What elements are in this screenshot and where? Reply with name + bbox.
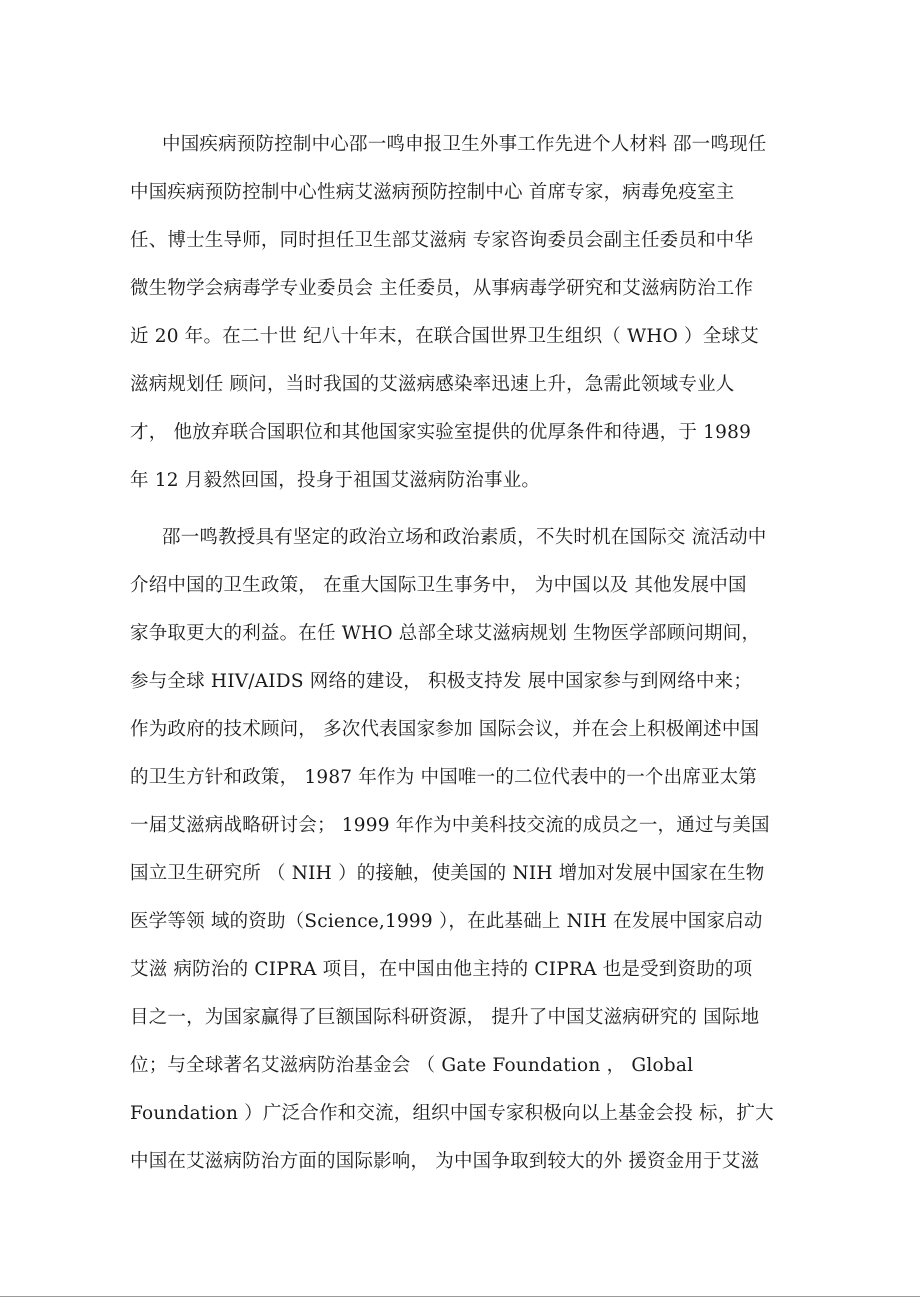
paragraph-2-line-2: 介绍中国的卫生政策， 在重大国际卫生事务中， 为中国以及 其他发展中国 (130, 575, 747, 596)
paragraph-1-line-2: 中国疾病预防控制中心性病艾滋病预防控制中心 首席专家，病毒免疫室主 (130, 182, 735, 203)
paragraph-2-line-5: 作为政府的技术顾问， 多次代表国家参加 国际会议，并在会上积极阐述中国 (130, 719, 760, 740)
paragraph-1-line-5: 近 20 年。在二十世 纪八十年末，在联合国世界卫生组织（ WHO ）全球艾 (130, 326, 759, 347)
paragraph-2-line-1: 邵一鸣教授具有坚定的政治立场和政治素质，不失时机在国际交 流活动中 (162, 527, 767, 548)
paragraph-2-line-14: 中国在艾滋病防治方面的国际影响， 为中国争取到较大的外 援资金用于艾滋 (130, 1151, 760, 1172)
paragraph-1-line-4: 微生物学会病毒学专业委员会 主任委员，从事病毒学研究和艾滋病防治工作 (130, 278, 754, 299)
paragraph-2-line-10: 艾滋 病防治的 CIPRA 项目，在中国由他主持的 CIPRA 也是受到资助的项 (130, 959, 753, 980)
paragraph-2-line-13: Foundation ）广泛合作和交流，组织中国专家积极向以上基金会投 标，扩大 (130, 1103, 774, 1124)
paragraph-1-line-8: 年 12 月毅然回国，投身于祖国艾滋病防治事业。 (130, 470, 541, 491)
paragraph-2-line-7: 一届艾滋病战略研讨会； 1999 年作为中美科技交流的成员之一，通过与美国 (130, 815, 770, 836)
paragraph-1-line-1: 中国疾病预防控制中心邵一鸣申报卫生外事工作先进个人材料 邵一鸣现任 (162, 134, 767, 155)
paragraph-2-line-11: 目之一，为国家赢得了巨额国际科研资源， 提升了中国艾滋病研究的 国际地 (130, 1007, 760, 1028)
paragraph-2-line-9: 医学等领 域的资助（Science,1999 ），在此基础上 NIH 在发展中国家启动 (130, 911, 763, 932)
paragraph-2-line-12: 位；与全球著名艾滋病防治基金会 （ Gate Foundation ， Global (130, 1055, 694, 1076)
paragraph-2-line-8: 国立卫生研究所 （ NIH ）的接触，使美国的 NIH 增加对发展中国家在生物 (130, 863, 765, 884)
paragraph-1-line-7: 才， 他放弃联合国职位和其他国家实验室提供的优厚条件和待遇，于 1989 (130, 422, 752, 443)
paragraph-1-line-3: 任、博士生导师，同时担任卫生部艾滋病 专家咨询委员会副主任委员和中华 (130, 230, 754, 251)
paragraph-2-line-6: 的卫生方针和政策， 1987 年作为 中国唯一的二位代表中的一个出席亚太第 (130, 767, 758, 788)
page-bottom-divider (0, 1296, 920, 1297)
paragraph-1-line-6: 滋病规划任 顾问，当时我国的艾滋病感染率迅速上升，急需此领域专业人 (130, 374, 735, 395)
paragraph-2-line-3: 家争取更大的利益。在任 WHO 总部全球艾滋病规划 生物医学部顾问期间， (130, 623, 761, 644)
paragraph-2-line-4: 参与全球 HIV/AIDS 网络的建设， 积极支持发 展中国家参与到网络中来； (130, 671, 753, 692)
